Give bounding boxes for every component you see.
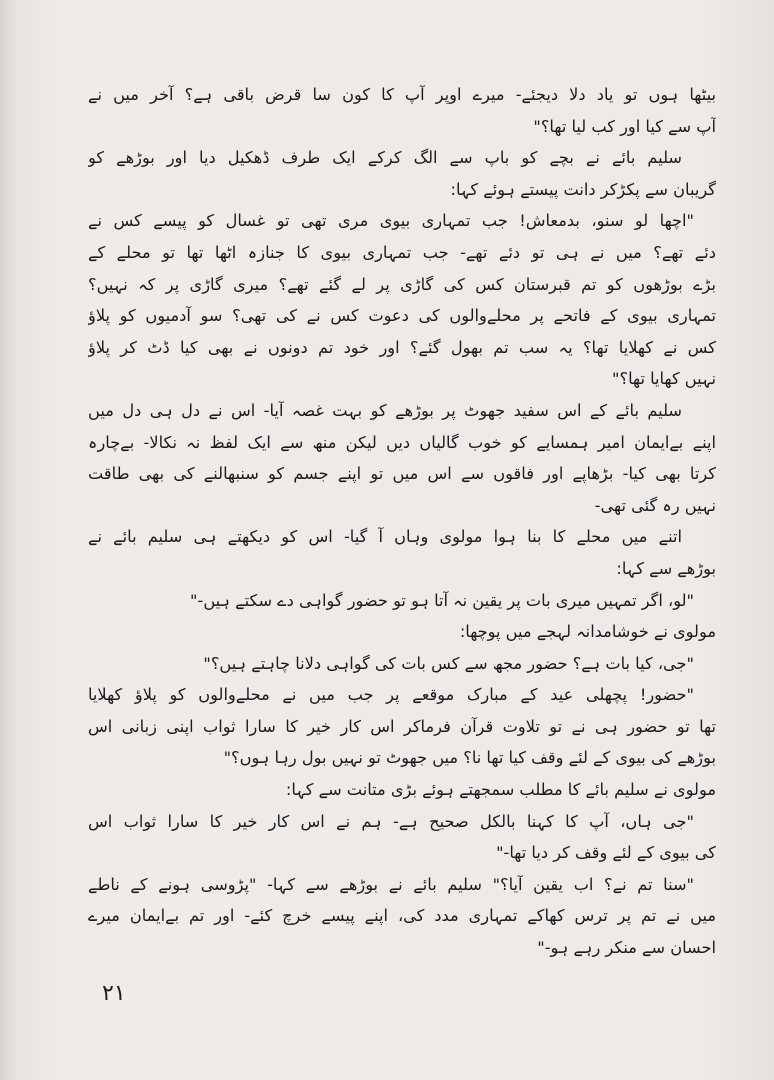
- text-line: تمہاری بیوی کے فاتحے پر محلےوالوں کی دعوت کس نے کی تھی؟ سو آدمیوں کو پلاؤ: [88, 306, 716, 326]
- text-line: "جی، کیا بات ہے؟ حضور مجھ سے کس بات کی گواہی دلانا چاہتے ہیں؟": [203, 653, 694, 673]
- text-line: سلیم بائے نے بچے کو باپ سے الگ کرکے ایک طرف ڈھکیل دیا اور بوڑھے کو: [88, 148, 682, 168]
- text-line: کس نے کھلایا تھا؟ یہ سب تم بھول گئے؟ اور خود تم دونوں نے بھی کیا ڈٹ کر پلاؤ: [88, 337, 716, 357]
- text-line: کی بیوی کے لئے وقف کر دیا تھا-": [496, 843, 716, 863]
- text-line: بیٹھا ہوں تو یاد دلا دیجئے- میرے اوپر آپ کا کون سا قرض باقی ہے؟ آخر میں نے: [88, 85, 716, 104]
- text-line: تھا تو حضور ہی نے تو تلاوت قرآن فرماکر اس کار خیر کا سارا ثواب اپنی زبانی اس: [88, 716, 716, 736]
- text-line: "اچھا لو سنو، بدمعاش! جب تمہاری بیوی مری تھی تو غسال کو پیسے کس نے: [88, 211, 694, 231]
- text-line: بڑے بوڑھوں کو تم قبرستان کس کی گاڑی پر لے گئے تھے؟ میری گاڑی پر کہ نہیں؟: [88, 274, 716, 294]
- text-line: مولوی نے خوشامدانہ لہجے میں پوچھا:: [459, 622, 716, 642]
- text-line: "حضور! پچھلی عید کے مبارک موقعے پر جب میں نے محلےوالوں کو پلاؤ کھلایا: [88, 685, 694, 705]
- text-line: میں نے تم پر ترس کھاکے تمہاری مدد کی، اپنے پیسے خرچ کئے- اور تم بےایمان میرے: [88, 906, 716, 926]
- text-line: اپنے بےایمان امیر ہمسایے کو خوب گالیاں دیں لیکن منھ سے ایک لفظ نہ نکالا- بےچارہ: [88, 432, 716, 452]
- text-line: دئے تھے؟ میں نے ہی تو دئے تھے- جب تمہاری بیوی کا جنازہ اٹھا تھا تو محلے کے: [88, 242, 716, 262]
- text-line: بوڑھے سے کہا:: [616, 558, 716, 578]
- text-line: گریبان سے پکڑکر دانت پیستے ہوئے کہا:: [450, 179, 716, 199]
- text-line: اتنے میں محلے کا بنا ہوا مولوی وہاں آ گیا- اس کو دیکھتے ہی سلیم بائے نے: [88, 527, 682, 547]
- text-line: احسان سے منکر رہے ہو-": [537, 938, 716, 958]
- text-line: "سنا تم نے؟ اب یقین آیا؟" سلیم بائے نے بوڑھے سے کہا- "پڑوسی ہونے کے ناطے: [88, 874, 694, 894]
- text-line: مولوی نے سلیم بائے کا مطلب سمجھتے ہوئے بڑی متانت سے کہا:: [285, 780, 716, 800]
- text-line: نہیں رہ گئی تھی-: [594, 495, 716, 515]
- text-line: "جی ہاں، آپ کا کہنا بالکل صحیح ہے- ہم نے اس کار خیر کا سارا ثواب اس: [88, 811, 694, 831]
- text-line: کرتا بھی کیا- بڑھاپے اور فاقوں سے اس میں تو اپنے جسم کو سنبھالنے کی بھی طاقت: [88, 464, 716, 484]
- page-number: ٢١: [102, 981, 126, 1006]
- urdu-text-block: [88, 79, 716, 964]
- text-line: سلیم بائے کے اس سفید جھوٹ پر بوڑھے کو بہت غصہ آیا- اس نے دل ہی دل میں: [88, 400, 682, 420]
- text-line: آپ سے کیا اور کب لیا تھا؟": [533, 116, 716, 136]
- text-line: بوڑھے کی بیوی کے لئے وقف کیا تھا نا؟ میں جھوٹ تو نہیں بول رہا ہوں؟": [223, 748, 716, 768]
- text-line: نہیں کھایا تھا؟": [612, 369, 716, 389]
- text-line: "لو، اگر تمہیں میری بات پر یقین نہ آتا ہو تو حضور گواہی دے سکتے ہیں-": [190, 590, 694, 610]
